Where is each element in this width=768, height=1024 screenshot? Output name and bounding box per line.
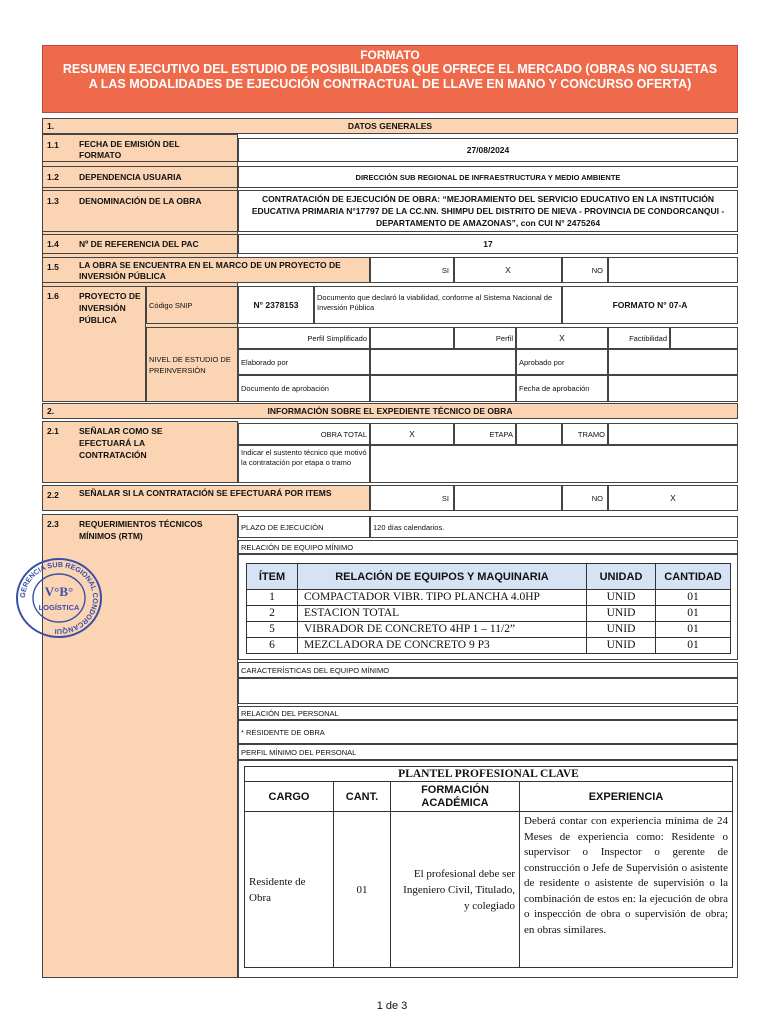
elaborado-value (370, 349, 516, 375)
row-1-1-label (42, 134, 238, 162)
caracteristicas-label: CARACTERÍSTICAS DEL EQUIPO MÍNIMO (238, 662, 738, 678)
equipos-table (246, 563, 731, 654)
row-1-2-number: 1.2 (47, 172, 59, 182)
equipo-item: 5 (247, 622, 298, 638)
fecha-aprobacion-label: Fecha de aprobación (516, 375, 608, 402)
equipo-minimo-label: RELACIÓN DE EQUIPO MÍNIMO (238, 540, 738, 554)
equipo-nombre: COMPACTADOR VIBR. TIPO PLANCHA 4.0HP (298, 590, 587, 606)
row-2-3-number: 2.3 (47, 519, 59, 529)
equipo-nombre: VIBRADOR DE CONCRETO 4HP 1 – 11/2” (298, 622, 587, 638)
stamp-seal-icon (14, 556, 104, 640)
plantel-header-cargo: CARGO (245, 782, 334, 812)
row-2-2-label (42, 485, 370, 511)
perfil-simplificado-label: Perfil Simplificado (238, 327, 370, 349)
plantel-header-experiencia: EXPERIENCIA (520, 782, 733, 812)
factibilidad-label: Factibilidad (608, 327, 670, 349)
perfil-simplificado-mark (370, 327, 454, 349)
section-1-header (42, 118, 738, 134)
table-row (247, 638, 731, 654)
row-1-4-label (42, 234, 238, 254)
page-number: 1 de 3 (376, 1000, 408, 1012)
section-1-title: DATOS GENERALES (347, 121, 433, 131)
aprobado-value (608, 349, 738, 375)
snip-label: Código SNIP (146, 286, 238, 324)
doc-aprobacion-value (370, 375, 516, 402)
form-title-line1: FORMATO (360, 48, 420, 62)
equipo-item: 1 (247, 590, 298, 606)
stamp-ring-text: GERENCIA SUB REGIONAL CONDORCANQUI (17, 559, 101, 637)
items-si-label: SI (370, 485, 454, 511)
denominacion-value: CONTRATACIÓN DE EJECUCIÓN DE OBRA: “MEJORAMIENTO DEL SERVICIO EDUCATIVO EN LA INSTITUCIÓN EDUCATIVA PRIMARIA N°17797 DE LA CC.NN. SHIMPU DEL DISTRITO DE NIEVA - PROVINCIA DE CONDORCANQUI - DEPARTAMENTO DE AMAZONAS”, con CUI N° 2475264 (238, 190, 738, 232)
row-2-1-label-text: SEÑALAR COMO SE EFECTUARÁ LA CONTRATACIÓN (79, 426, 163, 460)
table-row (247, 590, 731, 606)
relacion-personal-value: * RESIDENTE DE OBRA (238, 720, 738, 744)
equipo-item: 2 (247, 606, 298, 622)
plantel-header-cant: CANT. (334, 782, 391, 812)
fecha-emision-value: 27/08/2024 (238, 138, 738, 162)
pip-no-label: NO (591, 265, 603, 275)
row-1-3-number: 1.3 (47, 196, 59, 206)
viabilidad-doc-label: Documento que declaró la viabilidad, conforme al Sistema Nacional de Inversión Pública (314, 286, 562, 324)
caracteristicas-value (238, 678, 738, 704)
plantel-title: PLANTEL PROFESIONAL CLAVE (245, 767, 733, 782)
equipo-item: 6 (247, 638, 298, 654)
pip-no-cell (562, 257, 608, 283)
obra-total-mark: X (370, 423, 454, 445)
sustento-value (370, 445, 738, 483)
factibilidad-mark (670, 327, 738, 349)
row-1-4-label-text: Nº DE REFERENCIA DEL PAC (79, 239, 199, 249)
form-header (42, 45, 738, 113)
equipos-header-cantidad: CANTIDAD (656, 564, 731, 590)
nivel-estudio-label: NIVEL DE ESTUDIO DE PREINVERSIÓN (146, 327, 238, 402)
stamp-center-bottom: LOGÍSTICA (38, 603, 80, 612)
row-1-5-label (42, 257, 370, 283)
doc-aprobacion-label: Documento de aprobación (238, 375, 370, 402)
row-1-1-number: 1.1 (47, 140, 59, 150)
elaborado-label: Elaborado por (238, 349, 370, 375)
plazo-value: 120 días calendarios. (370, 516, 738, 538)
pip-si-mark: X (454, 257, 562, 283)
obra-total-label: OBRA TOTAL (238, 423, 370, 445)
row-1-2-label-text: DEPENDENCIA USUARIA (79, 172, 182, 182)
plantel-table (244, 766, 733, 968)
snip-value: N° 2378153 (238, 286, 314, 324)
equipo-unidad: UNID (587, 622, 656, 638)
pip-si-label: SI (441, 265, 449, 275)
etapa-label: ETAPA (454, 423, 516, 445)
tramo-mark (608, 423, 738, 445)
logistica-stamp (14, 556, 104, 640)
equipo-cantidad: 01 (656, 606, 731, 622)
perfil-label: Perfil (454, 327, 516, 349)
items-no-label: NO (562, 485, 608, 511)
row-1-5-label-text: LA OBRA SE ENCUENTRA EN EL MARCO DE UN PROYECTO DE INVERSIÓN PÚBLICA (79, 260, 341, 281)
plantel-cant: 01 (334, 812, 391, 968)
equipo-nombre: ESTACION TOTAL (298, 606, 587, 622)
row-1-4-number: 1.4 (47, 239, 59, 249)
equipo-cantidad: 01 (656, 638, 731, 654)
items-no-mark: X (608, 485, 738, 511)
form-title: RESUMEN EJECUTIVO DEL ESTUDIO DE POSIBILIDADES QUE OFRECE EL MERCADO (OBRAS NO SUJETAS A LAS MODALIDADES DE EJECUCIÓN CONTRACTUAL DE LLAVE EN MANO Y CONCURSO OFERTA) (62, 62, 718, 91)
fecha-aprobacion-value (608, 375, 738, 402)
tramo-label: TRAMO (562, 423, 608, 445)
row-2-2-label-text: SEÑALAR SI LA CONTRATACIÓN SE EFECTUARÁ POR ITEMS (79, 488, 332, 498)
row-2-2-number: 2.2 (47, 490, 59, 500)
equipo-cantidad: 01 (656, 622, 731, 638)
equipos-header-item: ÍTEM (247, 564, 298, 590)
viabilidad-doc-value: FORMATO N° 07-A (562, 286, 738, 324)
items-si-mark (454, 485, 562, 511)
plantel-formacion: El profesional debe ser Ingeniero Civil, Titulado, y colegiado (391, 812, 520, 968)
table-row (247, 606, 731, 622)
equipo-unidad: UNID (587, 606, 656, 622)
section-1-number: 1. (47, 121, 55, 131)
dependencia-value: DIRECCIÓN SUB REGIONAL DE INFRAESTRUCTURA Y MEDIO AMBIENTE (238, 166, 738, 188)
perfil-minimo-label: PERFIL MÍNIMO DEL PERSONAL (238, 744, 738, 760)
row-1-3-label (42, 190, 238, 232)
etapa-mark (516, 423, 562, 445)
row-1-1-label-text: FECHA DE EMISIÓN DEL FORMATO (79, 139, 180, 160)
row-1-6-label (42, 286, 146, 402)
equipo-unidad: UNID (587, 638, 656, 654)
pip-no-mark (608, 257, 738, 283)
table-row (247, 622, 731, 638)
relacion-personal-label: RELACIÓN DEL PERSONAL (238, 706, 738, 720)
plantel-experiencia: Deberá contar con experiencia mínima de 24 Meses de experiencia como: Residente o supervisor o Inspector o gerente de construcción o Jefe de Supervisión o asistente de residente o asistente de supervisión o la combinación de estos en: la ejecución de obra o inspección de obra o supervisión de obra; en obras similares. (520, 812, 733, 968)
row-1-3-label-text: DENOMINACIÓN DE LA OBRA (79, 196, 202, 206)
row-1-6-label-text: PROYECTO DE INVERSIÓN PÚBLICA (79, 291, 141, 325)
row-1-2-label (42, 166, 238, 188)
row-2-3-label-text: REQUERIMIENTOS TÉCNICOS MÍNIMOS (RTM) (79, 519, 203, 541)
equipo-unidad: UNID (587, 590, 656, 606)
row-2-1-number: 2.1 (47, 426, 59, 436)
section-2-header (42, 403, 738, 419)
row-1-6-number: 1.6 (47, 291, 59, 301)
table-row (245, 812, 733, 968)
plantel-header-formacion: FORMACIÓN ACADÉMICA (391, 782, 520, 812)
perfil-mark: X (516, 327, 608, 349)
plazo-label: PLAZO DE EJECUCIÓN (238, 516, 370, 538)
equipos-header-relacion: RELACIÓN DE EQUIPOS Y MAQUINARIA (298, 564, 587, 590)
pip-si-cell (370, 257, 454, 283)
sustento-label: Indicar el sustento técnico que motivó la contratación por etapa o tramo (238, 445, 370, 483)
row-1-5-number: 1.5 (47, 262, 59, 272)
equipos-header-unidad: UNIDAD (587, 564, 656, 590)
pac-value: 17 (238, 234, 738, 254)
aprobado-label: Aprobado por (516, 349, 608, 375)
plantel-cargo: Residente de Obra (245, 812, 334, 968)
stamp-center-top: V°B° (44, 584, 74, 599)
section-2-number: 2. (47, 406, 55, 416)
section-2-title: INFORMACIÓN SOBRE EL EXPEDIENTE TÉCNICO DE OBRA (267, 406, 513, 416)
equipo-cantidad: 01 (656, 590, 731, 606)
equipo-nombre: MEZCLADORA DE CONCRETO 9 P3 (298, 638, 587, 654)
row-2-1-label (42, 421, 238, 483)
